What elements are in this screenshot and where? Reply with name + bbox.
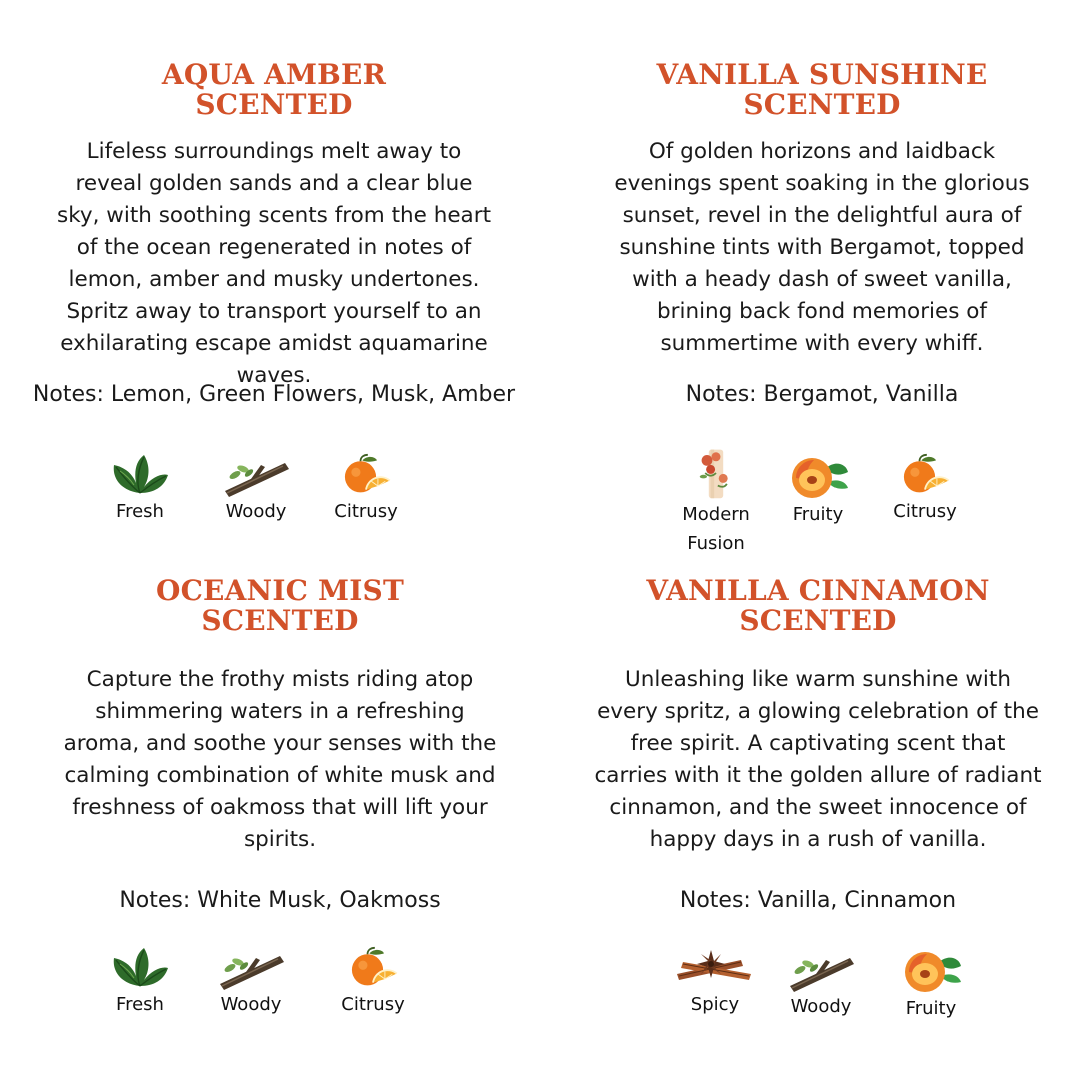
icon-spicy <box>655 946 775 1019</box>
twig-icon <box>216 946 286 990</box>
card-notes: Notes: Lemon, Green Flowers, Musk, Amber <box>32 382 516 407</box>
card-vanilla-cinnamon <box>568 574 1068 1019</box>
leaf-icon <box>110 453 170 497</box>
card-description: Unleashing like warm sunshine with every spritz, a glowing celebration of the free spirit. A captivating scent that carries with it the golden allure of radiant cinnamon, and the sweet innocence of happy days in a rush of vanilla. <box>594 667 1042 852</box>
icon-label: Woody <box>220 994 282 1015</box>
icon-label: Citrusy <box>334 501 398 522</box>
card-description: Capture the frothy mists riding atop shimmering waters in a refreshing aroma, and soothe your senses with the calming combination of white musk and freshness of oakmoss that will lift your spirits. <box>63 667 497 852</box>
card-title-line1: VANILLA CINNAMON <box>646 574 990 607</box>
icon-label: Fresh <box>116 994 164 1015</box>
icon-citrusy <box>865 453 985 526</box>
icon-woody <box>191 946 311 1019</box>
cinnamon-icon <box>675 946 755 986</box>
card-title <box>572 60 1072 120</box>
icon-label: Woody <box>790 996 852 1017</box>
icon-citrusy <box>306 453 426 526</box>
icon-woody <box>761 948 881 1021</box>
orange-icon <box>345 946 401 990</box>
icon-fruity <box>871 948 991 1023</box>
card-notes: Notes: White Musk, Oakmoss <box>119 888 441 913</box>
leaf-icon <box>110 946 170 990</box>
icon-fruity <box>758 454 878 529</box>
card-description: Lifeless surroundings melt away to reveal golden sands and a clear blue sky, with soothing scents from the heart of the ocean regenerated in notes of lemon, amber and musky undertones. Spritz away to transport yourself to an exhilarating escape amidst aquamarine waves. <box>57 139 491 388</box>
icon-fresh <box>80 453 200 526</box>
icon-label: Fresh <box>116 501 164 522</box>
card-title <box>24 60 524 120</box>
icon-label: Woody <box>225 501 287 522</box>
card-description: Of golden horizons and laidback evenings spent soaking in the glorious sunset, revel in the delightful aura of sunshine tints with Bergamot, topped with a heady dash of sweet vanilla, brining back fond memories of summertime with every whiff. <box>614 139 1030 356</box>
card-notes: Notes: Bergamot, Vanilla <box>685 382 959 407</box>
card-title-line2: SCENTED <box>739 604 897 637</box>
card-title <box>30 576 530 636</box>
card-title-line2: SCENTED <box>201 604 359 637</box>
peach-icon <box>899 948 963 994</box>
card-aqua-amber <box>24 58 524 522</box>
card-notes: Notes: Vanilla, Cinnamon <box>679 888 957 913</box>
icon-label: Spicy <box>690 994 740 1015</box>
card-oceanic-mist <box>30 574 530 1015</box>
card-title-line2: SCENTED <box>195 88 353 121</box>
orange-icon <box>338 453 394 497</box>
icon-label: Modern Fusion <box>682 504 750 554</box>
card-title-line2: SCENTED <box>743 88 901 121</box>
twig-icon <box>221 453 291 497</box>
orange-icon <box>897 453 953 497</box>
floral-bottle-icon <box>694 446 738 500</box>
card-vanilla-sunshine <box>572 58 1072 554</box>
card-title <box>568 576 1068 636</box>
icon-woody <box>196 453 316 526</box>
icon-label: Citrusy <box>341 994 405 1015</box>
card-title-line1: OCEANIC MIST <box>155 574 404 607</box>
card-title-line1: VANILLA SUNSHINE <box>656 58 988 91</box>
icon-citrusy <box>313 946 433 1019</box>
peach-icon <box>786 454 850 500</box>
icon-fresh <box>80 946 200 1019</box>
icon-label: Citrusy <box>893 501 957 522</box>
card-title-line1: AQUA AMBER <box>161 58 387 91</box>
icon-label: Fruity <box>905 998 957 1019</box>
icon-label: Fruity <box>792 504 844 525</box>
twig-icon <box>786 948 856 992</box>
